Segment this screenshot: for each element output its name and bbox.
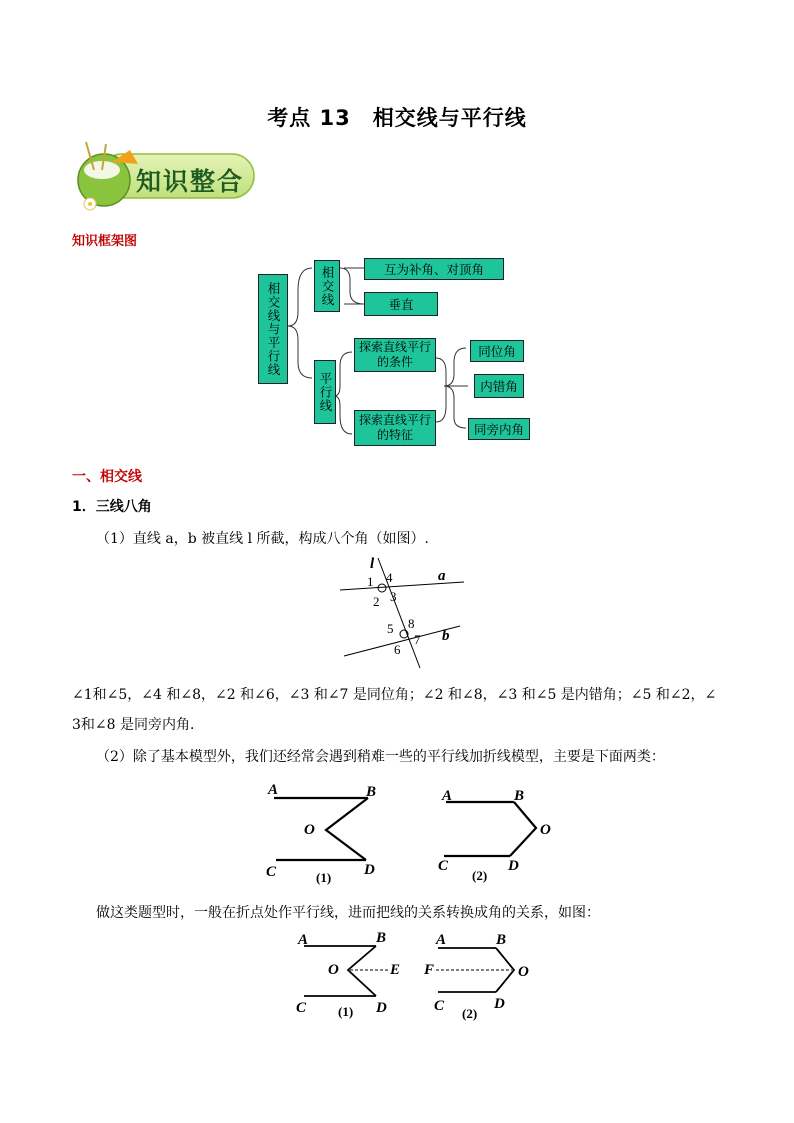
a1-label-B: B [376, 930, 387, 946]
framework-root-box: 相交线与平行线 [258, 274, 288, 384]
m2-label-O: O [540, 822, 551, 838]
knowledge-banner [72, 140, 256, 212]
figure-eight-angles [336, 556, 466, 672]
a1-label-E: E [390, 962, 401, 978]
section-title-intersect: 一、相交线 [72, 469, 142, 485]
a2-label-O: O [518, 964, 529, 980]
label-line-l: l [370, 556, 375, 572]
paragraph-auxiliary-lines: 做这类题型时，一般在折点处作平行线，进而把线的关系转换成角的关系，如图： [96, 905, 600, 921]
m2-caption: (2) [472, 868, 488, 883]
m2-label-A: A [442, 788, 453, 804]
label-line-a: a [438, 568, 446, 584]
framework-item-parallel-condition: 探索直线平行的条件 [354, 338, 436, 372]
paragraph-intro: （1）直线 a，b 被直线 l 所截，构成八个角（如图）. [96, 531, 429, 547]
a1-label-A: A [298, 932, 309, 948]
angle-label-4: 4 [386, 570, 393, 585]
m1-label-D: D [364, 862, 375, 878]
angle-label-8: 8 [408, 616, 415, 631]
a1-label-O: O [328, 962, 339, 978]
framework-parallel-box: 平行线 [314, 360, 336, 424]
a2-label-D: D [494, 996, 505, 1012]
subsection-three-lines-eight-angles: 1．三线八角 [72, 499, 152, 515]
framework-item-corresponding: 同位角 [470, 340, 524, 362]
a2-label-C: C [434, 998, 445, 1014]
paragraph-angle-types-line1: ∠1和∠5，∠4 和∠8，∠2 和∠6，∠3 和∠7 是同位角；∠2 和∠8，∠3 和∠5 是内错角；∠5 和∠2，∠ [72, 687, 717, 703]
m1-label-O: O [304, 822, 315, 838]
figure-auxiliary-parallel-lines [290, 930, 540, 1022]
m2-label-B: B [514, 788, 525, 804]
m1-label-B: B [366, 784, 377, 800]
framework-item-consecutive: 同旁内角 [468, 418, 530, 440]
framework-item-supplementary: 互为补角、对顶角 [364, 258, 504, 280]
framework-item-perpendicular: 垂直 [364, 292, 438, 316]
figure-folded-line-models [258, 778, 568, 890]
angle-label-1: 1 [367, 574, 374, 589]
angle-label-6: 6 [394, 642, 401, 657]
m2-label-D: D [508, 858, 519, 874]
a1-label-D: D [376, 1000, 387, 1016]
a2-label-B: B [496, 932, 507, 948]
a1-caption: (1) [338, 1004, 354, 1019]
a2-label-F: F [424, 962, 435, 978]
framework-item-parallel-property: 探索直线平行的特征 [354, 410, 436, 446]
banner-text: 知识整合 [136, 167, 245, 196]
angle-label-7: 7 [414, 632, 421, 647]
m1-label-C: C [266, 864, 277, 880]
m2-label-C: C [438, 858, 449, 874]
framework-item-alternate: 内错角 [474, 374, 524, 398]
m1-label-A: A [268, 782, 279, 798]
angle-label-2: 2 [373, 594, 380, 609]
m1-caption: (1) [316, 870, 332, 885]
label-line-b: b [442, 628, 450, 644]
a1-label-C: C [296, 1000, 307, 1016]
page-title: 考点 13 相交线与平行线 [267, 106, 527, 130]
framework-heading: 知识框架图 [72, 234, 138, 249]
angle-label-5: 5 [387, 621, 394, 636]
paragraph-folded-models: （2）除了基本模型外，我们还经常会遇到稍难一些的平行线加折线模型，主要是下面两类： [96, 749, 665, 765]
framework-intersect-box: 相交线 [314, 260, 340, 312]
paragraph-angle-types-line2: 3和∠8 是同旁内角． [72, 717, 204, 733]
angle-label-3: 3 [390, 589, 397, 604]
knowledge-framework-diagram [240, 250, 540, 460]
a2-label-A: A [436, 932, 447, 948]
a2-caption: (2) [462, 1006, 478, 1021]
